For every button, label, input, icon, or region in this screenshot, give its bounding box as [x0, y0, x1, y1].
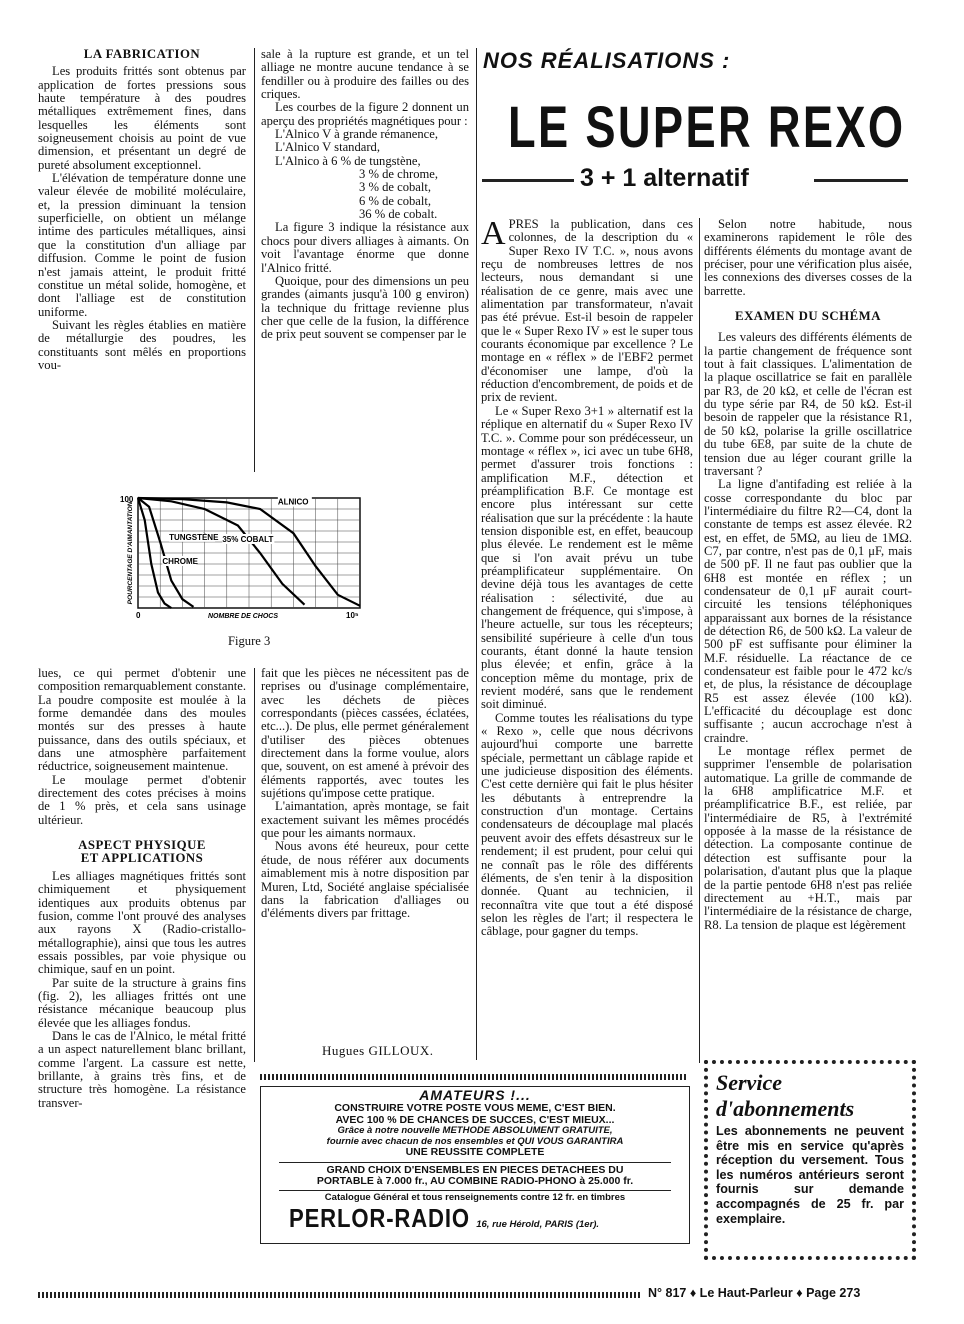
ad-brand-row: [261, 1203, 689, 1234]
drop-cap: A: [481, 218, 506, 252]
paragraph: Les valeurs des différents éléments de la partie changement de fréquence sont tout à fait classiques. L'alimentation de la plaque oscillatrice se fait en parallèle par R3, de 20 kΩ, et celle de l'écran est du type série par R4, de 50 kΩ. Est-il besoin de rappeler que la résistance R1, de 50 kΩ, polarise la grille oscillatrice du tube 6E8, par suite de la chute de tension due au léger courant grille la traversant ?: [704, 330, 912, 478]
series-line: [138, 498, 194, 607]
ad-line: fournie avec chacun de nos ensembles et QUI VOUS GARANTIRA: [326, 1135, 624, 1147]
column-divider: [476, 48, 477, 1060]
paragraph: L'Alnico V standard,: [275, 140, 380, 155]
y-axis-max-label: 100: [120, 495, 134, 504]
box-text: Les abonnements ne peuvent être mis en service qu'après réception du versement. Tous les numéros antérieurs seront fournis sur demande accompagnés de 25 fr. par exemplaire.: [716, 1124, 904, 1226]
paragraph: L'élévation de température donne une valeur élevée de mobilité moléculaire, et, la pression diminuant la tension superficielle, on obtient un mélange intime des particules métalliques, ainsi que la constitution d'un alliage par diffusion. Comme le point de fusion n'est jamais atteint, le produit fritté constitue un métal solide, homogène, et dont l'alliage est de constitution uniforme.: [38, 171, 246, 319]
ad-line: AVEC 100 % DE CHANCES DE SUCCES, C'EST MIEUX...: [335, 1113, 615, 1126]
paragraph: Le moulage permet d'obtenir directement des cotes précises à moins de 1 % près, et cela sans usinage ultérieur.: [38, 772, 246, 827]
alloy-item: 6 % de cobalt,: [359, 193, 432, 208]
ad-line: GRAND CHOIX D'ENSEMBLES EN PIECES DETACHEES DU: [326, 1163, 624, 1176]
section-heading-aspect: [38, 839, 246, 866]
ad-address: 16, rue Hérold, PARIS (1er).: [476, 1219, 600, 1230]
subscription-service-box: [704, 1060, 916, 1260]
paragraph: Quoique, pour des dimensions un peu grandes (aimants jusqu'à 100 g environ) la technique du frittage revienne plus cher que celle de la fusion, la différence de prix peut souvent se compenser par le: [261, 273, 469, 342]
alloy-list: [261, 155, 469, 222]
paragraph: fait que les pièces ne nécessitent pas de reprises ou d'usinage complémentaire, avec les déchets de pièces correspondants (pièces cassées, éclatées, etc...). De plus, elle permet généralement d'utiliser des pièces obtenues directement dans la forme voulue, alors que, souvent, on est amené à prévoir des éléments rapportés, avec toutes les sujétions qu'impose cette pratique.: [261, 667, 469, 801]
paragraph: L'aimantation, après montage, se fait exactement suivant les mêmes procédés que pour les aimants normaux.: [261, 799, 469, 841]
paragraph: Suivant les règles établies en matière de métallurgie des poudres, les constituants sont mêlés en proportions vou-: [38, 317, 246, 372]
title-rule-left: [482, 179, 574, 182]
paragraph: La ligne d'antifading est reliée à la cosse correspondante du bloc par l'intermédiaire du filtre R2—C4, dont la constante de temps est assez élevée. R2 est, en effet, de 5MΩ, au lieu de 1MΩ. C7, par contre, n'est pas de 0,1 μF, mais de 500 pF. Il ne faut pas oublier que la 6H8 est montée en réflex ; un condensateur de 0,1 μF aurait court-circuité les tensions téléphoniques apparaissant aux bornes de la résistance de détection R6, de 500 kΩ. La valeur de 500 pF est suffisante pour éliminer la M.F. résiduelle. La réactance de ce condensateur est faible pour le 472 kc/s et, de plus, la résistance de découplage R5 est assez élevée (100 kΩ). L'efficacité du découplage est donc suffisante ; aucun accrochage n'est à craindre.: [704, 477, 912, 745]
article-subtitle: 3 + 1 alternatif: [580, 164, 749, 192]
section-heading-fabrication: LA FABRICATION: [83, 48, 201, 61]
paragraph: Les alliages magnétiques frittés sont chimiquement et physiquement identiques aux produits obtenus par fusion, comme l'ont prouvé des analyses aux rayons X (Radio-cristallo-métallographie), ainsi que tous les autres essais possibles, par voie physique ou chimique, sauf en un point.: [38, 868, 246, 977]
ad-line: PORTABLE à 7.000 fr., AU COMBINE RADIO-PHONO à 25.000 fr.: [316, 1175, 634, 1187]
curve-label-chrome: CHROME: [162, 557, 198, 566]
paragraph: Nous avons été heureux, pour cette étude, de nous référer aux documents aimablement mis à notre disposition par Muren, Ltd, Société anglaise spécialisée dans la fabrication d'alliages ou d'éléments divers par frittage.: [261, 839, 469, 921]
heading-line: ET APPLICATIONS: [80, 851, 204, 866]
column-divider: [254, 668, 255, 1062]
paragraph: Selon notre habitude, nous examinerons rapidement le rôle des différents éléments du montage avant de préciser, pour une vérification plus aisée, les connexions des diverses cosses de la barrette.: [704, 218, 912, 298]
figure-3-chart: [112, 488, 374, 628]
paragraph: Par suite de la structure à grains fins (fig. 2), les alliages frittés ont une résistance mécanique beaucoup plus élevée que les alliages fondus.: [38, 975, 246, 1030]
curve-label-tungstene: TUNGSTÈNE: [169, 532, 219, 542]
article-column-2-top: [261, 48, 469, 470]
section-label: NOS RÉALISATIONS :: [483, 48, 731, 73]
author-signature: Hugues GILLOUX.: [322, 1043, 434, 1058]
x-axis-max-label: 10⁵: [346, 611, 359, 620]
ad-line: Grâce à notre nouvelle METHODE ABSOLUMENT GRATUITE,: [337, 1125, 613, 1136]
alloy-list-intro: L'Alnico à 6 % de tungstène,: [275, 153, 421, 168]
ad-brand: PERLOR-RADIO: [289, 1203, 470, 1233]
paragraph: [481, 218, 693, 405]
paragraph: Dans le cas de l'Alnico, le métal fritté a un aspect naturellement blanc brillant, comme l'argent. La cassure est nette, brillante, à grains très fins, et de structure très homogène. La résistance transver-: [38, 1028, 246, 1110]
box-title: d'abonnements: [716, 1096, 855, 1121]
figure-caption: Figure 3: [228, 634, 271, 648]
article-column-3: [481, 218, 693, 1063]
paragraph: sale à la rupture est grande, et un tel alliage ne montre aucune tendance à se fendiller ou à produire des failles ou des criques.: [261, 48, 469, 102]
alloy-item: 36 % de cobalt.: [359, 207, 438, 222]
curve-label-alnico: ALNICO: [277, 497, 309, 507]
article-column-4: [704, 218, 912, 1040]
page-footer: N° 817 ♦ Le Haut-Parleur ♦ Page 273: [648, 1286, 861, 1300]
paragraph: Le « Super Rexo 3+1 » alternatif est la réplique en alternatif du « Super Rexo IV T.C. ». Comme pour son prédécesseur, un montage « réflex », ici avec un tube 6H8, permet d'assurer trois fonctions : amplification M.F., détection et préamplification B.F. Ce montage est encore plus intéressant sur cette réalisation que sur la précédente : la haute tension disponible est, en effet, beaucoup plus élevée. Le rendement est le même que si l'on avait prévu un tube préamplificateur supplémentaire. On devine déjà tous les avantages de cette réalisation : sélectivité, due au changement de fréquence, qui s'impose, à l'heure actuelle, sur tous les récepteurs; sensibilité supérieure à celle d'un tous courants, étant donné la haute tension plus élevée; et enfin, grâce à la conception même du montage, prix de revient modéré, sans que le rendement soit diminué.: [481, 403, 693, 712]
title-rule-right: [814, 179, 908, 182]
alloy-item: 3 % de cobalt,: [359, 180, 432, 195]
perlor-radio-advertisement: [260, 1086, 690, 1244]
paragraph: lues, ce qui permet d'obtenir une composition remarquablement constante. La poudre composite est moulée à la forme demandée dans des moules montés sur des presses à haute puissance, dans des outils spéciaux, et dans une atmosphère parfaitement réductrice, soigneusement maintenue.: [38, 667, 246, 774]
column-divider: [254, 48, 255, 472]
ad-divider: [279, 1190, 671, 1191]
ad-divider: [279, 1162, 671, 1163]
box-title: Service: [716, 1070, 782, 1095]
x-axis-min-label: 0: [136, 611, 141, 620]
article-column-2-bottom: [261, 667, 469, 1047]
section-heading-schema: EXAMEN DU SCHÉMA: [735, 309, 881, 324]
paragraph: L'Alnico V à grande rémanence,: [275, 127, 439, 142]
ad-line: UNE REUSSITE COMPLETE: [405, 1146, 545, 1158]
paragraph: Les produits frittés sont obtenus par application de fortes pressions sous haute température à des poudres métalliques extrêmement fines, dans lesquelles les éléments sont soigneusement choisis au point de vue dimension, et présentant un degré de pureté absolument exceptionnel.: [38, 64, 246, 172]
paragraph: La figure 3 indique la résistance aux chocs pour divers alliages à aimants. On voit l'avantage énorme que donne l'Alnico fritté.: [261, 220, 469, 275]
article-title: LE SUPER REXO: [508, 95, 906, 160]
figure-3: [112, 488, 374, 628]
y-axis-label: POURCENTAGE D'AIMANTATION: [127, 501, 134, 605]
article-column-1-bottom: [38, 667, 246, 1261]
ad-line: Catalogue Général et tous renseignements contre 12 fr. en timbres: [324, 1191, 626, 1203]
column-divider: [699, 218, 700, 1063]
footer-rule: [38, 1292, 642, 1298]
decorative-rule: [260, 1074, 688, 1080]
paragraph: Le montage réflex permet de supprimer l'ensemble de polarisation automatique. La grille de commande de la 6H8 amplificatrice M.F. et préamplificatrice B.F., est reliée, par l'intermédiaire de R5, à l'extrémité opposée à la masse de la résistance de détection. La composante continue de détection est suffisante pour la polarisation, d'autant plus que la plaque de la partie pentode 6H8 n'est pas reliée directement au +H.T., mais par l'intermédiaire de la résistance de charge, R8. La tension de plaque est légèrement: [704, 744, 912, 932]
ad-line: CONSTRUIRE VOTRE POSTE VOUS MEME, C'EST BIEN.: [334, 1102, 616, 1114]
heading-line: ASPECT PHYSIQUE: [78, 838, 206, 853]
ad-headline: AMATEURS !...: [419, 1087, 531, 1103]
alloy-item: 3 % de chrome,: [359, 167, 439, 182]
x-axis-label: NOMBRE DE CHOCS: [208, 613, 279, 620]
article-column-1-top: [38, 48, 246, 470]
paragraph: Les courbes de la figure 2 donnent un aperçu des propriétés magnétiques pour :: [261, 100, 469, 128]
paragraph-text: PRES la publication, dans ces colonnes, de la description du « Super Rexo IV T.C. », nous avons reçu de nombreuses lettres de nos lecteurs, nous demandant si une réalisation de ce genre, mais avec une alimentation par transformateur, n'avait pas été prévue. Est-il besoin de rappeler que le « Super Rexo IV » est le super tous courants économique par excellence ? Le montage en « réflex » de l'EBF2 permet d'économiser une lampe, d'où la réduction d'encombrement, de poids et de prix de revient.: [481, 218, 693, 405]
paragraph: Comme toutes les réalisations du type « Rexo », celle que nous décrivons aujourd'hui comporte une barrette spéciale, permettant un câblage rapide et une judicieuse disposition des éléments. C'est cette dernière qui fait le plus hésiter les débutants à entreprendre la construction d'un montage. Certains condensateurs de découplage mal placés peuvent avoir des effets désastreux sur le rendement; il est prudent, pour celui qui ne connaît pas le rôle des différents éléments, de s'en tenir à la disposition donnée. Quant au technicien, il reconnaîtra vite que tout a été disposé selon les règles de l'art; il respectera le câblage, pour gagner du temps.: [481, 710, 693, 939]
curve-label-cobalt: 35% COBALT: [222, 535, 274, 544]
